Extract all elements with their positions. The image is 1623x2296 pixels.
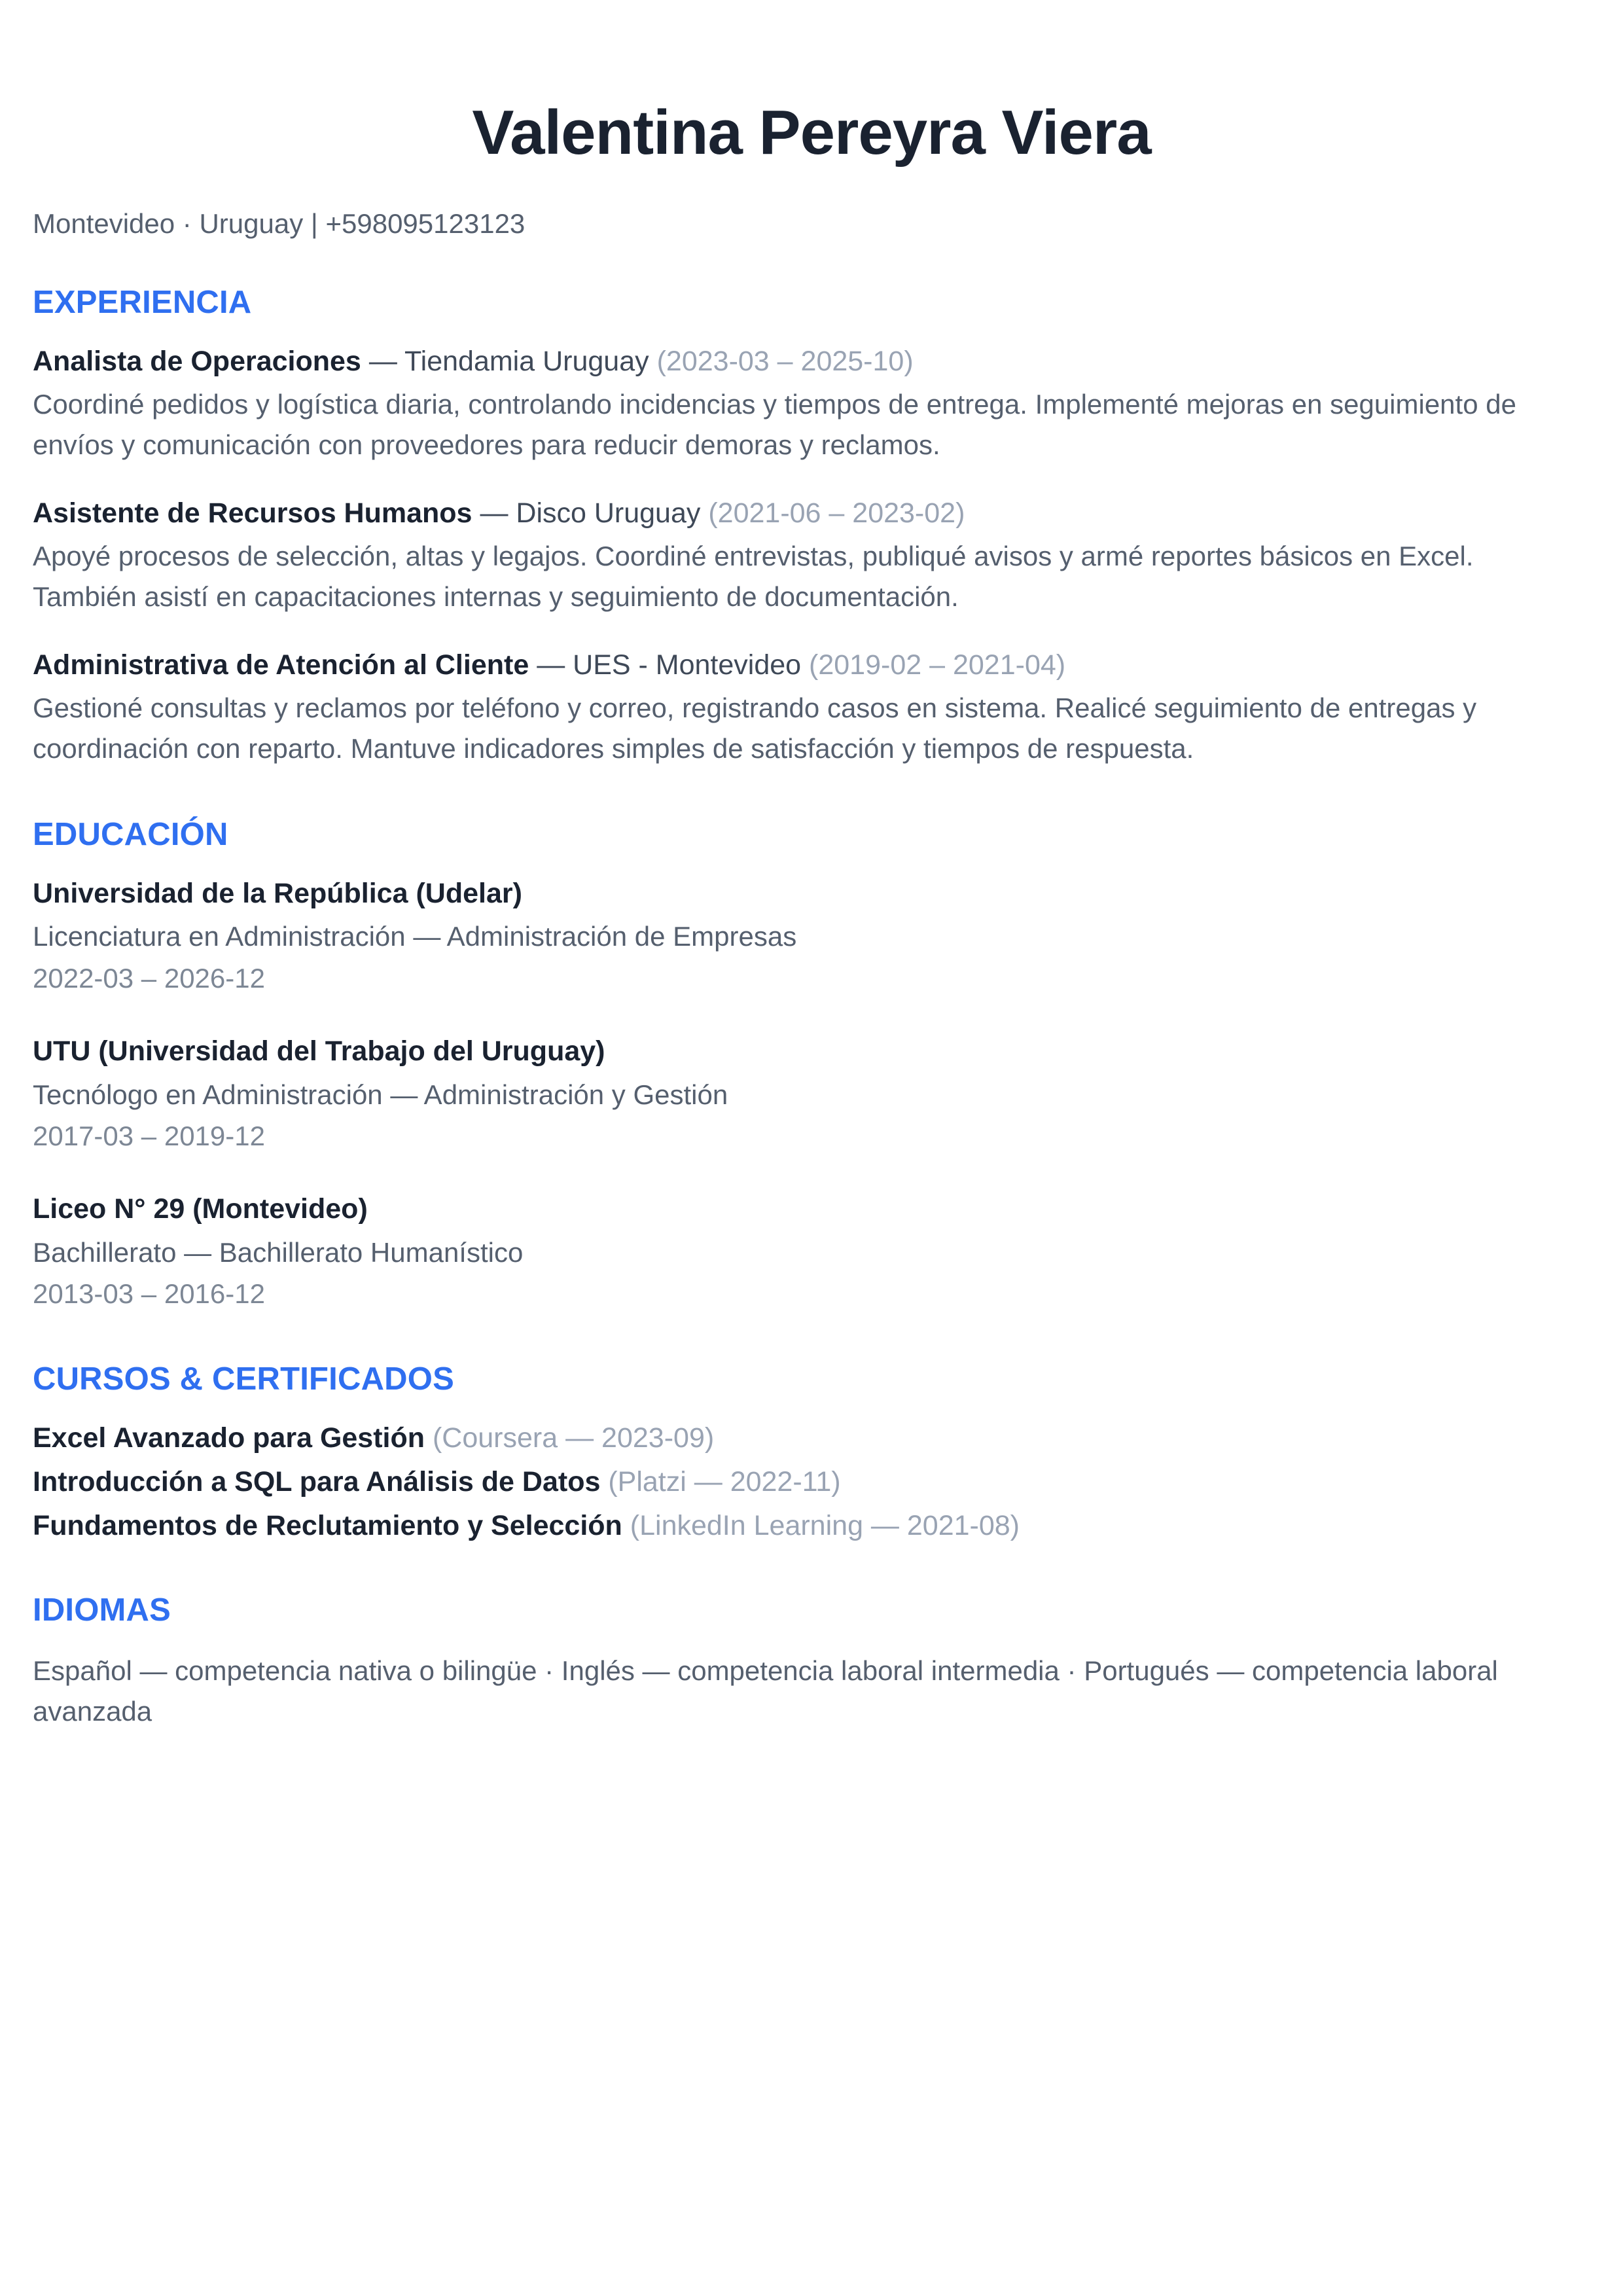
education-degree: Licenciatura en Administración — Administración de Empresas <box>33 921 797 952</box>
experience-entry-header <box>33 495 1590 532</box>
experience-description: Coordiné pedidos y logística diaria, controlando incidencias y tiempos de entrega. Implementé mejoras en seguimiento de envíos y comunicación con proveedores para reducir demoras y reclamos. <box>33 388 1516 460</box>
experience-entry-header <box>33 344 1590 380</box>
education-entry <box>33 1033 1590 1156</box>
course-item <box>33 1463 1590 1501</box>
experience-organization: UES - Montevideo <box>573 649 802 681</box>
section-experience <box>33 284 1590 769</box>
experience-entry <box>33 344 1590 465</box>
experience-organization: Disco Uruguay <box>516 497 701 529</box>
course-name: Introducción a SQL para Análisis de Datos <box>33 1466 601 1498</box>
section-heading-languages: IDIOMAS <box>33 1592 171 1628</box>
experience-dates: (2019-02 – 2021-04) <box>809 649 1066 681</box>
course-item <box>33 1420 1590 1457</box>
experience-description: Gestioné consultas y reclamos por teléfono y correo, registrando casos en sistema. Realicé seguimiento de entregas y coordinación con reparto. Mantuve indicadores simples de satisfacción y tiempos de respuesta. <box>33 692 1477 764</box>
course-meta: (Coursera — 2023-09) <box>432 1422 715 1454</box>
course-name: Fundamentos de Reclutamiento y Selección <box>33 1509 622 1541</box>
experience-dates: (2023-03 – 2025-10) <box>656 345 914 377</box>
course-meta: (Platzi — 2022-11) <box>608 1466 841 1498</box>
page-title: Valentina Pereyra Viera <box>472 98 1151 168</box>
education-entry <box>33 1191 1590 1314</box>
experience-role: Administrativa de Atención al Cliente <box>33 649 529 681</box>
education-school: Universidad de la República (Udelar) <box>33 877 522 909</box>
experience-entry-header <box>33 647 1590 684</box>
section-heading-experience: EXPERIENCIA <box>33 285 252 321</box>
section-heading-education: EDUCACIÓN <box>33 817 228 853</box>
experience-entry <box>33 647 1590 769</box>
experience-separator: — <box>368 345 397 377</box>
education-dates: 2017-03 – 2019-12 <box>33 1121 265 1152</box>
section-education <box>33 816 1590 1314</box>
course-item <box>33 1507 1590 1545</box>
section-courses <box>33 1361 1590 1545</box>
experience-dates: (2021-06 – 2023-02) <box>708 497 965 529</box>
education-degree: Bachillerato — Bachillerato Humanístico <box>33 1236 524 1268</box>
languages-text: Español — competencia nativa o bilingüe · Inglés — competencia laboral intermedia · Portugués — competencia laboral avanzada <box>33 1655 1498 1727</box>
education-school: UTU (Universidad del Trabajo del Uruguay) <box>33 1035 605 1067</box>
education-entry <box>33 876 1590 998</box>
section-languages <box>33 1592 1590 1732</box>
experience-description: Apoyé procesos de selección, altas y legajos. Coordiné entrevistas, publiqué avisos y armé reportes básicos en Excel. También asistí en capacitaciones internas y seguimiento de documentación. <box>33 540 1474 612</box>
experience-separator: — <box>537 649 565 681</box>
experience-entry <box>33 495 1590 617</box>
experience-role: Asistente de Recursos Humanos <box>33 497 473 529</box>
education-school: Liceo N° 29 (Montevideo) <box>33 1193 368 1225</box>
education-degree: Tecnólogo en Administración — Administración y Gestión <box>33 1079 728 1110</box>
course-name: Excel Avanzado para Gestión <box>33 1422 425 1454</box>
experience-separator: — <box>480 497 508 529</box>
experience-organization: Tiendamia Uruguay <box>404 345 649 377</box>
section-heading-courses: CURSOS & CERTIFICADOS <box>33 1361 454 1397</box>
course-meta: (LinkedIn Learning — 2021-08) <box>630 1509 1020 1541</box>
education-dates: 2022-03 – 2026-12 <box>33 963 265 994</box>
contact-line: Montevideo · Uruguay | +598095123123 <box>33 207 526 239</box>
education-dates: 2013-03 – 2016-12 <box>33 1278 265 1310</box>
experience-role: Analista de Operaciones <box>33 345 361 377</box>
